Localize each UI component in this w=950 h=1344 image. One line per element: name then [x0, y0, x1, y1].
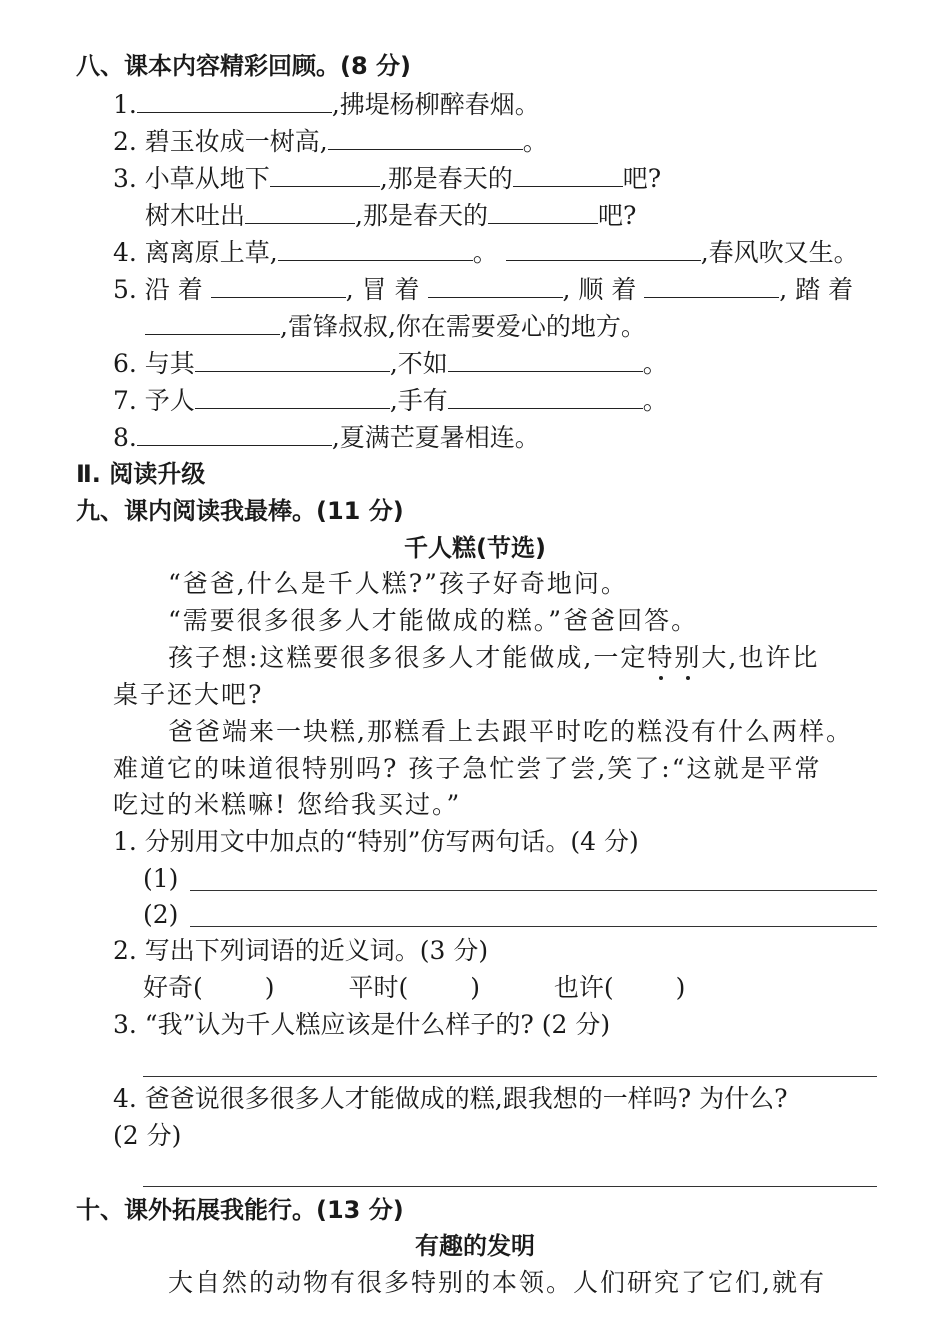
answer-line[interactable] — [190, 926, 877, 927]
answer-blank[interactable] — [328, 125, 523, 150]
passage-paragraph: 大自然的动物有很多特别的本领。人们研究了它们,就有 — [168, 1268, 826, 1297]
answer-blank[interactable] — [145, 310, 280, 335]
question-8-3a: 3. 小草从地下 ,那是春天的 吧? — [113, 164, 662, 193]
answer-blank[interactable] — [506, 236, 701, 261]
synonym-row: 好奇( ) 平时( ) 也许( ) — [143, 973, 686, 1002]
question-8-3b: 树木吐出 ,那是春天的 吧? — [145, 201, 637, 230]
question-9-4-score: (2 分) — [113, 1121, 182, 1150]
answer-blank[interactable] — [448, 384, 643, 409]
question-8-5a: 5. 沿 着 , 冒 着 , 顺 着 , 踏 着 — [113, 275, 854, 304]
question-9-3: 3. “我”认为千人糕应该是什么样子的? (2 分) — [113, 1010, 611, 1039]
part-2-heading: Ⅱ. 阅读升级 — [76, 460, 206, 488]
answer-blank[interactable] — [644, 273, 779, 298]
question-8-2: 2. 碧玉妆成一树高, 。 — [113, 127, 548, 156]
answer-label: (1) — [143, 864, 179, 893]
passage-paragraph: 孩子想:这糕要很多很多人才能做成,一定特别大,也许比 — [168, 643, 820, 672]
question-9-2: 2. 写出下列词语的近义词。(3 分) — [113, 936, 489, 965]
passage-title: 有趣的发明 — [415, 1232, 535, 1260]
passage-paragraph-cont: 吃过的米糕嘛! 您给我买过。” — [113, 790, 462, 819]
answer-line[interactable] — [143, 1186, 877, 1187]
section-8-heading: 八、课本内容精彩回顾。(8 分) — [76, 52, 411, 80]
passage-paragraph: “需要很多很多人才能做成的糕。”爸爸回答。 — [168, 606, 699, 635]
answer-line[interactable] — [190, 890, 877, 891]
answer-blank[interactable] — [137, 421, 332, 446]
question-8-4: 4. 离离原上草, 。 ,春风吹又生。 — [113, 238, 859, 267]
section-10-heading: 十、课外拓展我能行。(13 分) — [76, 1196, 404, 1224]
question-8-7: 7. 予人 ,手有 。 — [113, 386, 668, 415]
question-8-1: 1. ,拂堤杨柳醉春烟。 — [113, 90, 540, 119]
answer-blank[interactable] — [513, 162, 623, 187]
answer-blank[interactable] — [428, 273, 563, 298]
question-8-5b: ,雷锋叔叔,你在需要爱心的地方。 — [145, 310, 646, 343]
answer-line[interactable] — [143, 1076, 877, 1077]
passage-paragraph-cont: 难道它的味道很特别吗? 孩子急忙尝了尝,笑了:“这就是平常 — [113, 754, 822, 783]
answer-blank[interactable] — [195, 384, 390, 409]
answer-blank[interactable] — [137, 88, 332, 113]
question-9-1: 1. 分别用文中加点的“特别”仿写两句话。(4 分) — [113, 827, 639, 856]
answer-blank[interactable] — [278, 236, 473, 261]
answer-blank[interactable] — [211, 273, 346, 298]
question-8-8: 8. ,夏满芒夏暑相连。 — [113, 423, 540, 452]
section-9-heading: 九、课内阅读我最棒。(11 分) — [76, 497, 404, 525]
answer-blank[interactable] — [270, 162, 380, 187]
passage-paragraph-cont: 桌子还大吧? — [113, 680, 264, 709]
question-8-6: 6. 与其 ,不如 。 — [113, 349, 668, 378]
answer-blank[interactable] — [195, 347, 390, 372]
emphasis-dot-char: 别 — [674, 643, 702, 672]
passage-paragraph: “爸爸,什么是千人糕?”孩子好奇地问。 — [168, 569, 628, 598]
question-9-4: 4. 爸爸说很多很多人才能做成的糕,跟我想的一样吗? 为什么? — [113, 1084, 788, 1113]
emphasis-dot-char: 特 — [647, 643, 675, 672]
answer-blank[interactable] — [488, 199, 598, 224]
answer-blank[interactable] — [245, 199, 355, 224]
answer-label: (2) — [143, 900, 179, 929]
answer-blank[interactable] — [448, 347, 643, 372]
passage-title: 千人糕(节选) — [404, 534, 546, 562]
passage-paragraph: 爸爸端来一块糕,那糕看上去跟平时吃的糕没有什么两样。 — [168, 717, 853, 746]
